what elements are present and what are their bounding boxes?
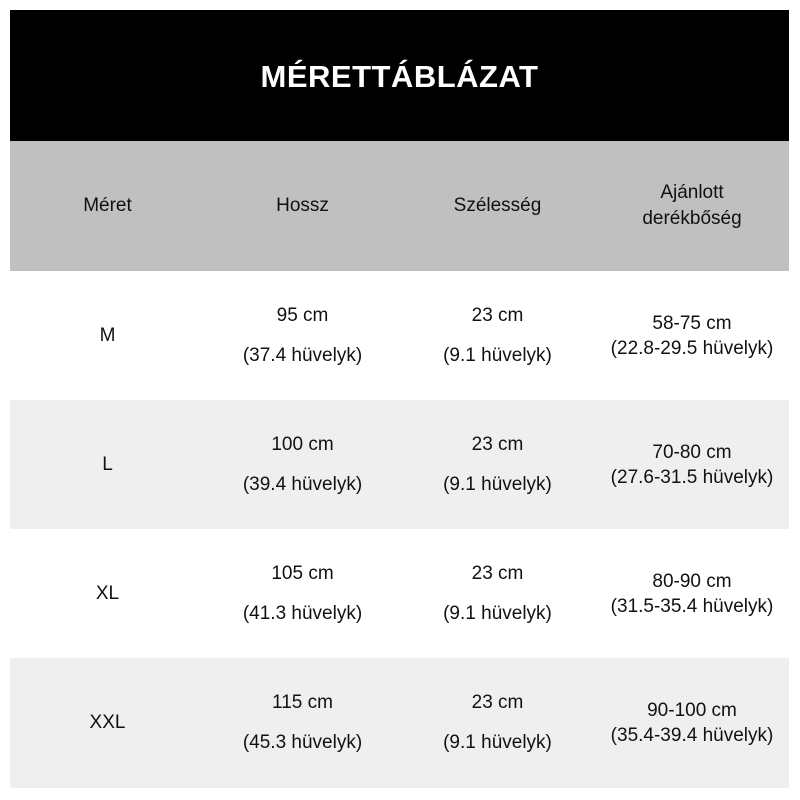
width-in: (9.1 hüvelyk) (443, 602, 552, 624)
header-length (205, 141, 400, 271)
size-value: M (99, 324, 116, 346)
header-width-label: Szélesség (453, 195, 542, 216)
length-cell (205, 400, 400, 529)
width-cell (400, 529, 595, 658)
length-in: (37.4 hüvelyk) (242, 344, 363, 366)
header-length-label: Hossz (276, 195, 329, 216)
width-in: (9.1 hüvelyk) (443, 344, 552, 366)
size-cell (10, 400, 205, 529)
waist-cell (595, 658, 789, 788)
waist-cm: 90-100 cm (647, 700, 737, 721)
width-in: (9.1 hüvelyk) (443, 732, 552, 753)
size-cell (10, 658, 205, 788)
width-cm: 23 cm (471, 692, 524, 713)
waist-cell (595, 529, 789, 658)
width-cell (400, 271, 595, 400)
waist-in: (27.6-31.5 hüvelyk) (610, 466, 774, 488)
size-value: XL (95, 582, 120, 604)
waist-cm: 58-75 cm (652, 312, 732, 334)
width-cm: 23 cm (471, 304, 524, 326)
width-in: (9.1 hüvelyk) (443, 473, 552, 495)
length-cm: 100 cm (271, 433, 334, 455)
length-in: (41.3 hüvelyk) (242, 602, 363, 624)
length-cell (205, 658, 400, 788)
waist-in: (22.8-29.5 hüvelyk) (610, 337, 774, 359)
table-row (10, 529, 789, 658)
header-size-label: Méret (83, 195, 132, 216)
size-value: L (102, 453, 113, 475)
size-value: XXL (89, 712, 126, 733)
size-cell (10, 529, 205, 658)
length-cm: 95 cm (276, 304, 329, 326)
width-cm: 23 cm (471, 433, 524, 455)
header-waist-label-1: Ajánlott (660, 182, 724, 203)
length-cm: 115 cm (272, 692, 333, 713)
title-bar (10, 10, 789, 141)
header-waist-label-2: derékbőség (642, 208, 742, 229)
header-row (10, 141, 789, 271)
chart-title: MÉRETTÁBLÁZAT (260, 58, 539, 94)
size-cell (10, 271, 205, 400)
header-size (10, 141, 205, 271)
length-cell (205, 529, 400, 658)
width-cell (400, 658, 595, 788)
table-row (10, 271, 789, 400)
width-cm: 23 cm (471, 562, 524, 584)
table-row (10, 400, 789, 529)
waist-cell (595, 400, 789, 529)
length-in: (45.3 hüvelyk) (242, 732, 363, 753)
waist-in: (31.5-35.4 hüvelyk) (610, 595, 774, 617)
length-cm: 105 cm (271, 562, 334, 584)
waist-cm: 80-90 cm (652, 570, 732, 592)
waist-in: (35.4-39.4 hüvelyk) (610, 725, 774, 746)
width-cell (400, 400, 595, 529)
table-row (10, 658, 789, 788)
header-width (400, 141, 595, 271)
waist-cm: 70-80 cm (652, 441, 732, 463)
header-waist (595, 141, 789, 271)
length-in: (39.4 hüvelyk) (242, 473, 363, 495)
size-chart (10, 10, 789, 788)
length-cell (205, 271, 400, 400)
waist-cell (595, 271, 789, 400)
